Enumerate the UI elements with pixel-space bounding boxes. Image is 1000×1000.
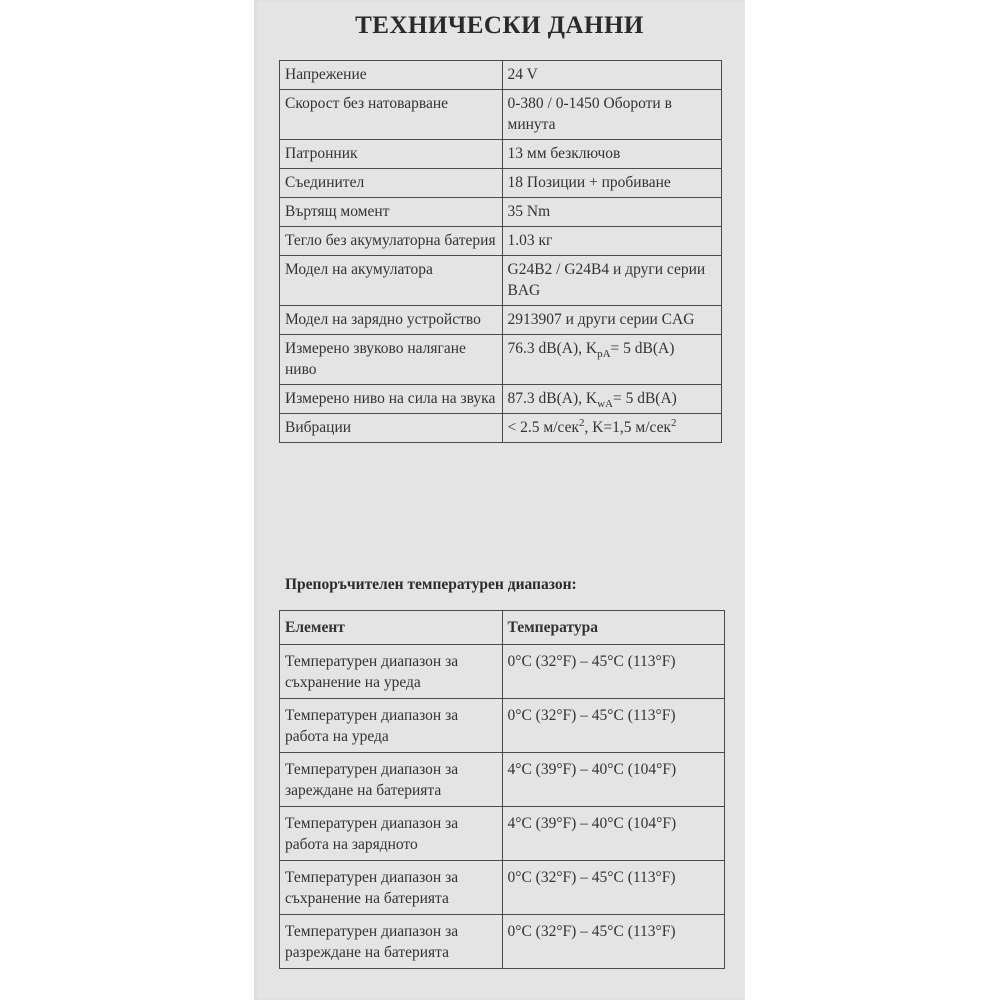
table-row [280, 699, 725, 753]
document-title: ТЕХНИЧЕСКИ ДАННИ [355, 12, 644, 39]
spec-value-text: < 2.5 м/сек [507, 419, 579, 436]
spec-value: 1.03 кг [502, 227, 721, 256]
specs-table [279, 60, 722, 443]
table-row [280, 753, 725, 807]
document-page [254, 0, 745, 1000]
temp-element: Температурен диапазон за работа на уреда [280, 699, 503, 753]
table-row [280, 140, 722, 169]
spec-label: Измерено ниво на сила на звука [280, 385, 503, 414]
spec-value-superscript: 2 [671, 416, 677, 429]
spec-value: 13 мм безключов [502, 140, 721, 169]
temp-value: 4°C (39°F) – 40°C (104°F) [502, 807, 725, 861]
spec-value: 2913907 и други серии CAG [502, 306, 721, 335]
table-row [280, 61, 722, 90]
spec-value: G24B2 / G24B4 и други серии BAG [502, 256, 721, 306]
spec-label: Модел на зарядно устройство [280, 306, 503, 335]
spec-value [502, 385, 721, 414]
spec-label: Модел на акумулатора [280, 256, 503, 306]
table-row [280, 915, 725, 969]
temp-element: Температурен диапазон за работа на зарядното [280, 807, 503, 861]
spec-value: 0-380 / 0-1450 Обороти в минута [502, 90, 721, 140]
table-header-row [280, 611, 725, 645]
spec-label: Съединител [280, 169, 503, 198]
spec-value: 24 V [502, 61, 721, 90]
temp-element: Температурен диапазон за съхранение на батерията [280, 861, 503, 915]
spec-value-text: 76.3 dB(A), K [507, 340, 598, 357]
spec-value [502, 414, 721, 443]
temp-value: 4°C (39°F) – 40°C (104°F) [502, 753, 725, 807]
table-row [280, 90, 722, 140]
spec-label: Напрежение [280, 61, 503, 90]
column-header-temperature: Температура [502, 611, 725, 645]
spec-label: Измерено звуково налягане ниво [280, 335, 503, 385]
table-row [280, 385, 722, 414]
spec-label: Патронник [280, 140, 503, 169]
spec-value-subscript: wA [597, 398, 613, 411]
column-header-element: Елемент [280, 611, 503, 645]
spec-label: Скорост без натоварване [280, 90, 503, 140]
temperature-table [279, 610, 725, 969]
table-row [280, 227, 722, 256]
spec-value-subscript: pA [597, 348, 611, 361]
temperature-section-title: Препоръчителен температурен диапазон: [285, 576, 577, 593]
spec-value-text: , K=1,5 м/сек [584, 419, 672, 436]
table-row [280, 256, 722, 306]
table-row [280, 306, 722, 335]
spec-value [502, 335, 721, 385]
table-row [280, 861, 725, 915]
temp-element: Температурен диапазон за разреждане на батерията [280, 915, 503, 969]
table-row [280, 645, 725, 699]
table-row [280, 198, 722, 227]
spec-value-superscript: 2 [578, 416, 585, 429]
spec-value-text: = 5 dB(A) [612, 390, 677, 407]
temp-element: Температурен диапазон за съхранение на уреда [280, 645, 503, 699]
spec-value: 35 Nm [502, 198, 721, 227]
temp-value: 0°C (32°F) – 45°C (113°F) [502, 915, 725, 969]
temp-value: 0°C (32°F) – 45°C (113°F) [502, 645, 725, 699]
spec-label: Тегло без акумулаторна батерия [280, 227, 503, 256]
spec-value: 18 Позиции + пробиване [502, 169, 721, 198]
spec-label: Въртящ момент [280, 198, 503, 227]
table-row [280, 335, 722, 385]
temp-element: Температурен диапазон за зареждане на батерията [280, 753, 503, 807]
temp-value: 0°C (32°F) – 45°C (113°F) [502, 861, 725, 915]
table-row [280, 169, 722, 198]
table-row [280, 807, 725, 861]
spec-value-text: 87.3 dB(A), K [507, 390, 598, 407]
spec-label: Вибрации [280, 414, 503, 443]
table-row [280, 414, 722, 443]
temp-value: 0°C (32°F) – 45°C (113°F) [502, 699, 725, 753]
spec-value-text: = 5 dB(A) [610, 340, 675, 357]
